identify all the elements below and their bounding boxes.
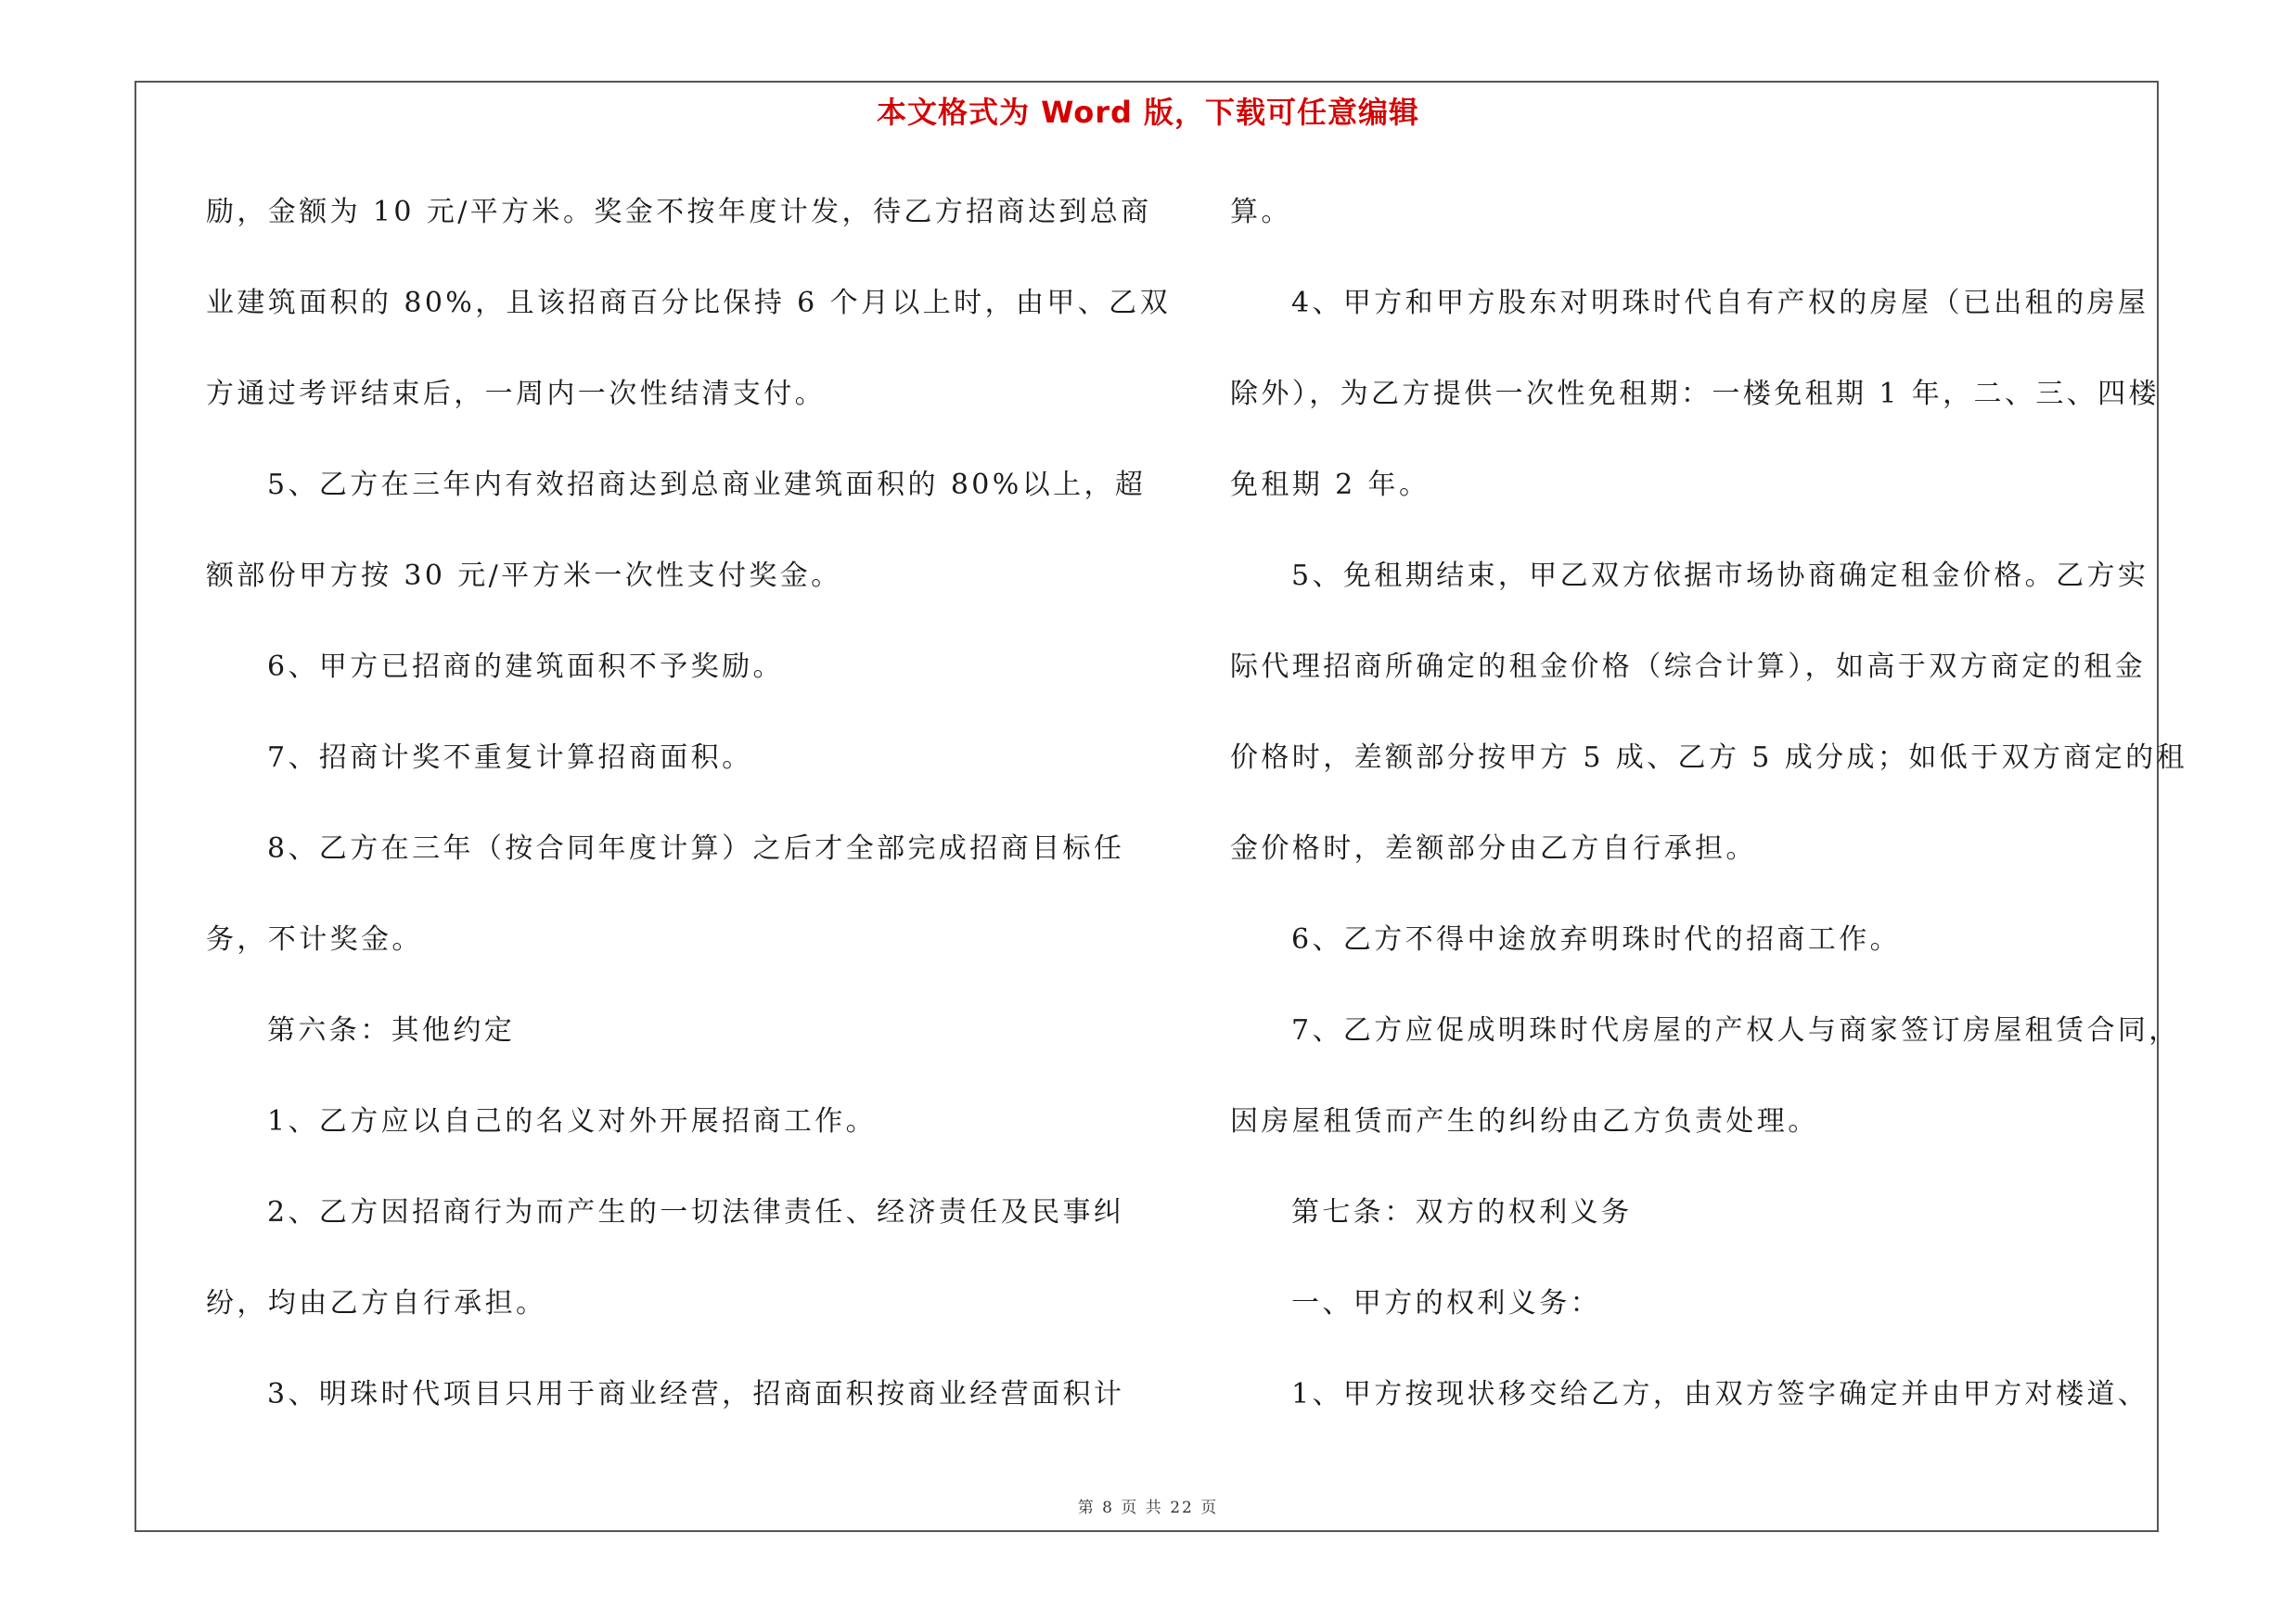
text-line: 2、乙方因招商行为而产生的一切法律责任、经济责任及民事纠 (267, 1196, 1125, 1229)
text-line: 额部份甲方按 30 元/平方米一次性支付奖金。 (206, 560, 842, 592)
text-line: 金价格时，差额部分由乙方自行承担。 (1230, 832, 1757, 865)
format-banner: 本文格式为 Word 版，下载可任意编辑 (876, 95, 1420, 130)
text-line: 方通过考评结束后，一周内一次性结清支付。 (206, 378, 826, 410)
text-line: 算。 (1230, 196, 1292, 228)
text-line: 4、甲方和甲方股东对明珠时代自有产权的房屋（已出租的房屋 (1291, 287, 2149, 319)
text-line: 5、免租期结束，甲乙双方依据市场协商确定租金价格。乙方实 (1291, 560, 2149, 592)
text-line: 励，金额为 10 元/平方米。奖金不按年度计发，待乙方招商达到总商 (206, 196, 1152, 228)
text-line: 一、甲方的权利义务： (1291, 1287, 1601, 1320)
left-column (206, 186, 1171, 1459)
text-line: 1、乙方应以自己的名义对外开展招商工作。 (267, 1105, 878, 1138)
text-line: 7、招商计奖不重复计算招商面积。 (267, 741, 753, 774)
text-line: 5、乙方在三年内有效招商达到总商业建筑面积的 80%以上，超 (267, 469, 1147, 501)
page-number: 第 8 页 共 22 页 (1077, 1499, 1219, 1517)
text-line: 1、甲方按现状移交给乙方，由双方签字确定并由甲方对楼道、 (1291, 1378, 2149, 1410)
text-line: 纷，均由乙方自行承担。 (206, 1287, 547, 1320)
text-line: 7、乙方应促成明珠时代房屋的产权人与商家签订房屋租赁合同， (1291, 1014, 2180, 1047)
right-column (1230, 186, 2187, 1459)
text-line: 6、乙方不得中途放弃明珠时代的招商工作。 (1291, 923, 1902, 956)
text-line: 除外），为乙方提供一次性免租期：一楼免租期 1 年，二、三、四楼 (1230, 378, 2160, 410)
text-line: 3、明珠时代项目只用于商业经营，招商面积按商业经营面积计 (267, 1378, 1125, 1410)
text-line: 务，不计奖金。 (206, 923, 423, 956)
text-line: 业建筑面积的 80%，且该招商百分比保持 6 个月以上时，由甲、乙双 (206, 287, 1171, 319)
text-line: 因房屋租赁而产生的纠纷由乙方负责处理。 (1230, 1105, 1819, 1138)
text-line: 价格时，差额部分按甲方 5 成、乙方 5 成分成；如低于双方商定的租 (1230, 741, 2187, 774)
text-line: 8、乙方在三年（按合同年度计算）之后才全部完成招商目标任 (267, 832, 1125, 865)
text-line: 第六条：其他约定 (267, 1014, 516, 1047)
text-line: 第七条：双方的权利义务 (1291, 1196, 1633, 1229)
text-line: 际代理招商所确定的租金价格（综合计算），如高于双方商定的租金 (1230, 650, 2146, 683)
text-line: 免租期 2 年。 (1230, 469, 1430, 501)
text-line: 6、甲方已招商的建筑面积不予奖励。 (267, 650, 784, 683)
